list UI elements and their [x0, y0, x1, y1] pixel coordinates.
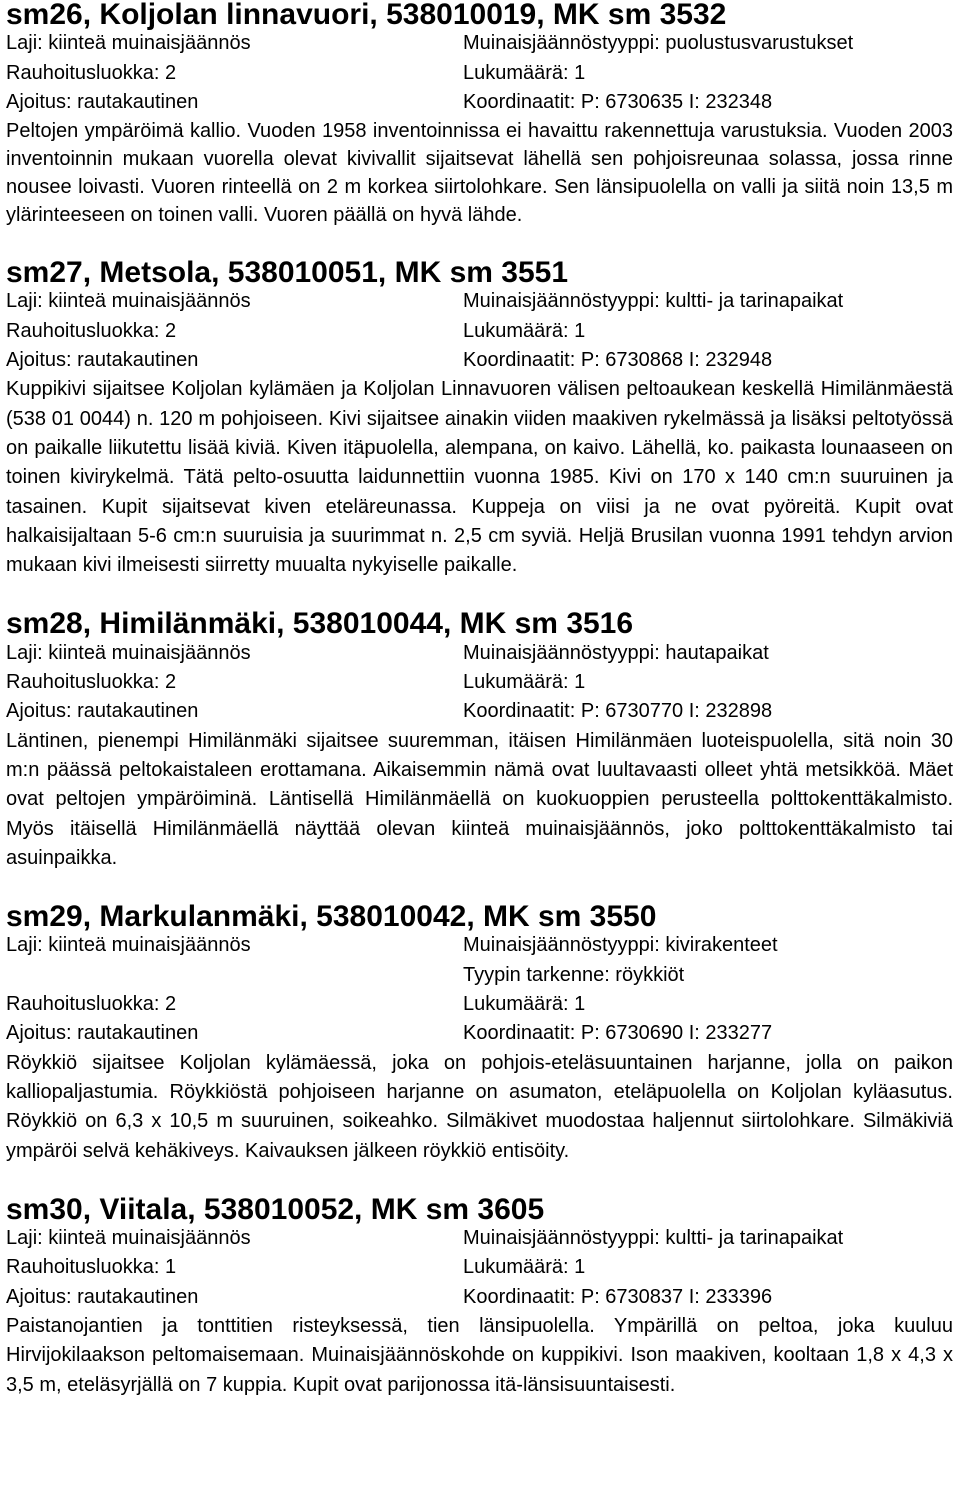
lukumaara-field: Lukumäärä: 1	[463, 61, 586, 84]
lukumaara-field: Lukumäärä: 1	[463, 1256, 586, 1279]
site-title: sm28, Himilänmäki, 538010044, MK sm 3516	[6, 607, 634, 641]
site-entry	[6, 0, 953, 229]
info-row	[6, 639, 953, 668]
site-description: Röykkiö sijaitsee Koljolan kylämäessä, joka on pohjois-eteläsuuntainen harjanne, jolla on paikon kalliopaljastumia. Röykkiöstä pohjoiseen harjanne on asumaton, eteläpuolella on Koljolan kyläasutus. Röykkiö on 6,3 x 10,5 m suuruinen, soikeahko. Silmäkivet muodostaa haljennut siirtolohkare. Silmäkiviä ympäröi selvä kehäkiveys. Kaivauksen jälkeen röykkiö entisöity.	[6, 1051, 953, 1162]
lukumaara-field: Lukumäärä: 1	[463, 993, 586, 1016]
info-row	[6, 1253, 953, 1282]
rauhoitus-field: Rauhoitusluokka: 2	[6, 671, 177, 694]
site-description: Peltojen ympäröimä kallio. Vuoden 1958 inventoinnissa ei havaittu rakennettuja varustuksia. Vuoden 2003 inventoinnin mukaan vuorella olevat kivivallit sijaitsevat lähellä sen pohjoisreunaa solassa, jossa rinne nousee loivasti. Vuoren rinteellä on 2 m korkea siirtolohkare. Sen länsipuolella on valli ja siitä noin 13,5 m ylärinteeseen on toinen valli. Vuoren päällä on hyvä lähde.	[6, 120, 953, 227]
site-entry	[6, 258, 953, 580]
site-description: Paistanojantien ja tonttitien risteyksessä, tien länsipuolella. Ympärillä on peltoa, joka kuuluu Hirvijokilaakson peltomaisemaan. Muinaisjäännöskohde on kuppikivi. Ison maakiven, kooltaan 1,8 x 4,3 x 3,5 m, eteläsyrjällä on 7 kuppia. Kupit ovat parijonossa itä-länsisuuntaisesti.	[6, 1314, 953, 1396]
rauhoitus-field: Rauhoitusluokka: 1	[6, 1256, 177, 1279]
laji-field: Laji: kiinteä muinaisjäännös	[6, 1227, 251, 1250]
info-row	[6, 29, 953, 58]
tyyppi-field: Muinaisjäännöstyyppi: puolustusvarustukset	[463, 32, 854, 55]
ajoitus-field: Ajoitus: rautakautinen	[6, 700, 199, 723]
rauhoitus-field: Rauhoitusluokka: 2	[6, 993, 177, 1016]
rauhoitus-field: Rauhoitusluokka: 2	[6, 319, 177, 342]
laji-field: Laji: kiinteä muinaisjäännös	[6, 32, 251, 55]
site-description: Läntinen, pienempi Himilänmäki sijaitsee suuremman, itäisen Himilänmäen luoteispuolella, sitä noin 30 m:n päässä peltokaistaleen erottamana. Aikaisemmin nämä ovat luultavaasti olleet yhtä metsikköä. Mäet ovat peltojen ympäröiminä. Läntisellä Himilänmäellä on kuokuoppien perusteella polttokenttäkalmisto. Myös itäisellä Himilänmäellä näyttää olevan kiinteä muinaisjäännös, joko polttokenttäkalmisto tai asuinpaikka.	[6, 729, 953, 869]
info-row	[6, 287, 953, 316]
tyyppi-field: Muinaisjäännöstyyppi: hautapaikat	[463, 641, 769, 664]
info-row	[6, 317, 953, 346]
tyyppi-field: Muinaisjäännöstyyppi: kultti- ja tarinapaikat	[463, 1227, 844, 1250]
info-row	[6, 961, 953, 990]
empty-cell	[6, 961, 463, 990]
rauhoitus-field: Rauhoitusluokka: 2	[6, 61, 177, 84]
info-row	[6, 697, 953, 726]
info-row	[6, 88, 953, 117]
info-row	[6, 1283, 953, 1312]
site-title: sm30, Viitala, 538010052, MK sm 3605	[6, 1192, 545, 1226]
site-title: sm27, Metsola, 538010051, MK sm 3551	[6, 256, 569, 290]
ajoitus-field: Ajoitus: rautakautinen	[6, 349, 199, 372]
tyyppi-field: Muinaisjäännöstyyppi: kultti- ja tarinapaikat	[463, 290, 844, 313]
site-entry	[6, 1192, 953, 1400]
site-description: Kuppikivi sijaitsee Koljolan kylämäen ja Koljolan Linnavuoren välisen peltoaukean keskellä Himilänmäestä (538 01 0044) n. 120 m pohjoiseen. Kivi sijaitsee ainakin viiden maakiven rykelmässä ja lisäksi peltotyössä on paikalle liikutettu lisää kiviä. Kiven itäpuolella, alempana, on kaivo. Lähellä, ko. paikasta lounaaseen on toinen kivirykelmä. Tätä pelto-osuutta laidunnettiin vuonna 1985. Kivi on 170 x 140 cm:n suuruinen ja tasainen. Kupit sijaitsevat kiven eteläreunassa. Kuppeja on viisi ja ne ovat pyöreitä. Kupit ovat halkaisijaltaan 5-6 cm:n suuruisia ja suurimmat n. 2,5 cm syviä. Heljä Brusilan vuonna 1991 tehdyn arvion mukaan kivi ilmeisesti siirretty muualta nykyiselle paikalle.	[6, 378, 953, 577]
info-row	[6, 931, 953, 960]
koordinaatit-field: Koordinaatit: P: 6730770 I: 232898	[463, 700, 773, 723]
koordinaatit-field: Koordinaatit: P: 6730837 I: 233396	[463, 1285, 773, 1308]
site-entry	[6, 609, 953, 873]
info-row	[6, 990, 953, 1019]
info-row	[6, 1019, 953, 1048]
info-row	[6, 668, 953, 697]
info-row	[6, 346, 953, 375]
site-entry	[6, 902, 953, 1166]
koordinaatit-field: Koordinaatit: P: 6730868 I: 232948	[463, 349, 773, 372]
laji-field: Laji: kiinteä muinaisjäännös	[6, 290, 251, 313]
site-title: sm26, Koljolan linnavuori, 538010019, MK sm 3532	[6, 0, 727, 31]
lukumaara-field: Lukumäärä: 1	[463, 319, 586, 342]
info-row	[6, 59, 953, 88]
laji-field: Laji: kiinteä muinaisjäännös	[6, 934, 251, 957]
ajoitus-field: Ajoitus: rautakautinen	[6, 90, 199, 113]
tarkenne-field: Tyypin tarkenne: röykkiöt	[463, 963, 685, 986]
ajoitus-field: Ajoitus: rautakautinen	[6, 1022, 199, 1045]
info-row	[6, 1224, 953, 1253]
laji-field: Laji: kiinteä muinaisjäännös	[6, 641, 251, 664]
ajoitus-field: Ajoitus: rautakautinen	[6, 1285, 199, 1308]
site-title: sm29, Markulanmäki, 538010042, MK sm 3550	[6, 900, 657, 934]
koordinaatit-field: Koordinaatit: P: 6730690 I: 233277	[463, 1022, 773, 1045]
lukumaara-field: Lukumäärä: 1	[463, 671, 586, 694]
tyyppi-field: Muinaisjäännöstyyppi: kivirakenteet	[463, 934, 778, 957]
koordinaatit-field: Koordinaatit: P: 6730635 I: 232348	[463, 90, 773, 113]
